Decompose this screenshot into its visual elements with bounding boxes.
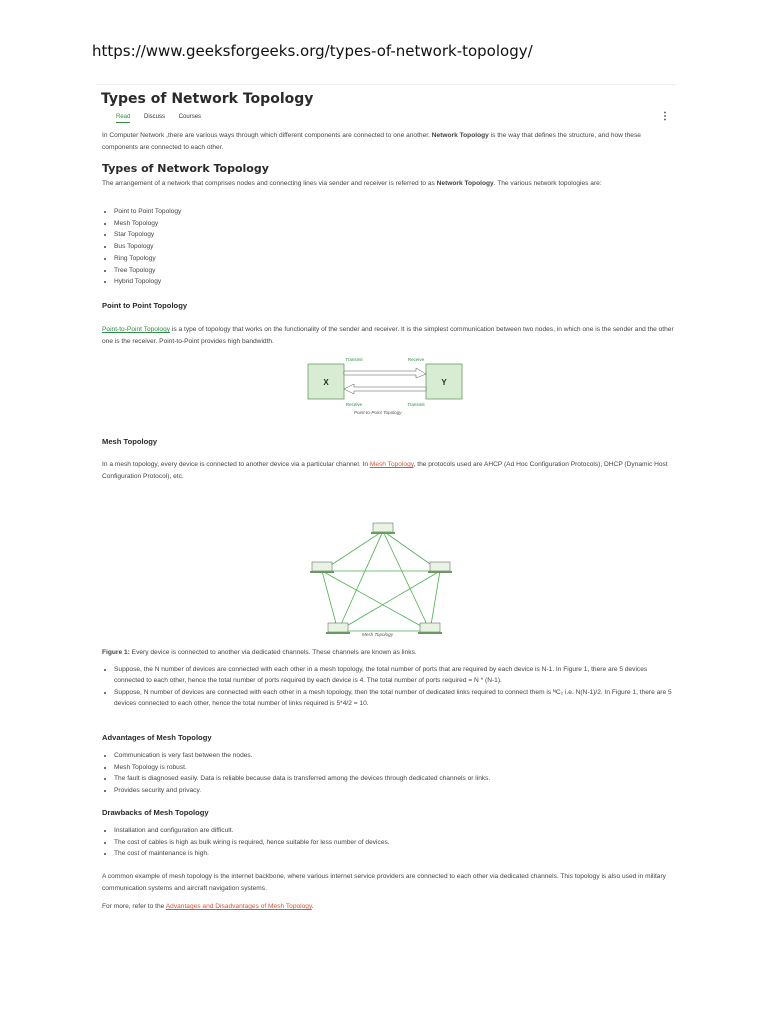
top-left-label: Transmit [345, 357, 363, 362]
receive-arrow [344, 384, 426, 394]
figure-text: Every device is connected to another via dedicated channels. These channels are known as links. [129, 649, 417, 656]
more-link[interactable]: Advantages and Disadvantages of Mesh Topology [165, 903, 312, 910]
advantages-list [102, 750, 674, 797]
page-url: https://www.geeksforgeeks.org/types-of-network-topology/ [92, 42, 533, 60]
article [96, 84, 676, 910]
list-item: • Mesh Topology is robust. [114, 762, 674, 774]
mesh-links [322, 531, 440, 631]
more-paragraph [102, 901, 676, 913]
mesh-heading: Mesh Topology [102, 437, 158, 446]
section-text-2: . The various network topologies are: [493, 180, 602, 187]
tab-read[interactable]: Read [116, 114, 130, 123]
list-item: • Tree Topology [114, 265, 181, 277]
figure-caption [102, 647, 676, 659]
intro-paragraph [102, 130, 676, 154]
node-y-label: Y [441, 378, 447, 387]
section-text-1: The arrangement of a network that comprises nodes and connecting lines via sender and receiver is referred to as [102, 180, 437, 187]
bottom-right-label: Transmit [407, 402, 425, 407]
advantages-heading: Advantages of Mesh Topology [102, 733, 212, 742]
intro-bold: Network Topology [431, 132, 489, 139]
mesh-bullets [102, 664, 674, 710]
p2p-diagram [304, 354, 464, 416]
p2p-text: is a type of topology that works on the functionality of the sender and receiver. It is the simplest communication between two nodes, in which one is the sender and the other one is the receiver. Point-to-Point provides high bandwidth. [102, 326, 674, 345]
device-icon [310, 562, 334, 573]
device-icon [326, 623, 350, 634]
section-title: Types of Network Topology [102, 162, 269, 175]
intro-text-2: is the way that defines the structure, and how these components are connected to each other. [102, 132, 641, 151]
figure-label: Figure 1: [102, 649, 130, 656]
list-item: • Hybrid Topology [114, 276, 181, 288]
device-icon [371, 523, 395, 534]
drawbacks-heading: Drawbacks of Mesh Topology [102, 808, 209, 817]
list-item: • Communication is very fast between the nodes. [114, 750, 674, 762]
list-item: • The fault is diagnosed easily. Data is reliable because data is transferred among the devices through dedicated channels or links. [114, 773, 674, 785]
mesh-text-2: , the protocols used are AHCP (Ad Hoc Configuration Protocols), DHCP (Dynamic Host Configuration Protocol), etc. [102, 461, 668, 480]
mesh-text-1: In a mesh topology, every device is connected to another device via a particular channel. In [102, 461, 370, 468]
tab-courses[interactable]: Courses [178, 114, 202, 120]
list-item: • Bus Topology [114, 241, 181, 253]
list-item: • The cost of maintenance is high. [114, 848, 674, 860]
article-header [96, 84, 676, 115]
more-suffix: . [311, 903, 314, 910]
topology-list [102, 206, 181, 288]
list-item: • Star Topology [114, 229, 181, 241]
transmit-arrow [344, 368, 426, 378]
p2p-heading: Point to Point Topology [102, 301, 188, 310]
list-item: • Point to Point Topology [114, 206, 181, 218]
article-tabs [116, 114, 213, 123]
page-title: Types of Network Topology [101, 91, 314, 107]
section-paragraph [102, 178, 676, 190]
bottom-left-label: Receive [345, 402, 363, 407]
example-paragraph: A common example of mesh topology is the internet backbone, where various internet service providers are connected to each other via dedicated channels. This topology is also used in military communication systems and aircraft navigation systems. [102, 873, 666, 892]
p2p-paragraph [102, 324, 676, 348]
p2p-link[interactable]: Point-to-Point Topology [102, 326, 171, 333]
mesh-paragraph [102, 459, 676, 483]
list-item: • Installation and configuration are difficult. [114, 825, 674, 837]
list-item: • The cost of cables is high as bulk wiring is required, hence suitable for less number of devices. [114, 837, 674, 849]
list-item: • Suppose, the N number of devices are connected with each other in a mesh topology, the total number of ports that are required by each device is N-1. In Figure 1, there are 5 devices connected to each other, hence the total number of ports required by each device is 4. The total number of ports required = N * (N-1). [114, 664, 674, 687]
more-options-icon[interactable]: ⋮ [660, 111, 670, 122]
list-item: • Provides security and privacy. [114, 785, 674, 797]
section-bold: Network Topology [436, 180, 494, 187]
drawbacks-list [102, 825, 674, 860]
tab-discuss[interactable]: Discuss [144, 114, 166, 120]
device-icon [428, 562, 452, 573]
intro-text-1: In Computer Network ,there are various ways through which different components are connected to one another. [102, 132, 432, 139]
device-icon [418, 623, 442, 634]
list-item: • Mesh Topology [114, 218, 181, 230]
p2p-caption: Point-to-Point Topology [354, 410, 402, 415]
node-x-label: X [323, 378, 329, 387]
mesh-caption: Mesh Topology [362, 632, 393, 637]
top-right-label: Receive [407, 357, 425, 362]
mesh-link[interactable]: Mesh Topology [369, 461, 414, 468]
mesh-diagram [310, 519, 456, 637]
more-prefix: For more, refer to the [102, 903, 166, 910]
list-item: • Suppose, N number of devices are connected with each other in a mesh topology, then the total number of dedicated links required to connect them is ᴺC₂ i.e. N(N-1)/2. In Figure 1, there are 5 devices connected to each other, hence the total number of links required is 5*4/2 = 10. [114, 687, 674, 710]
list-item: • Ring Topology [114, 253, 181, 265]
